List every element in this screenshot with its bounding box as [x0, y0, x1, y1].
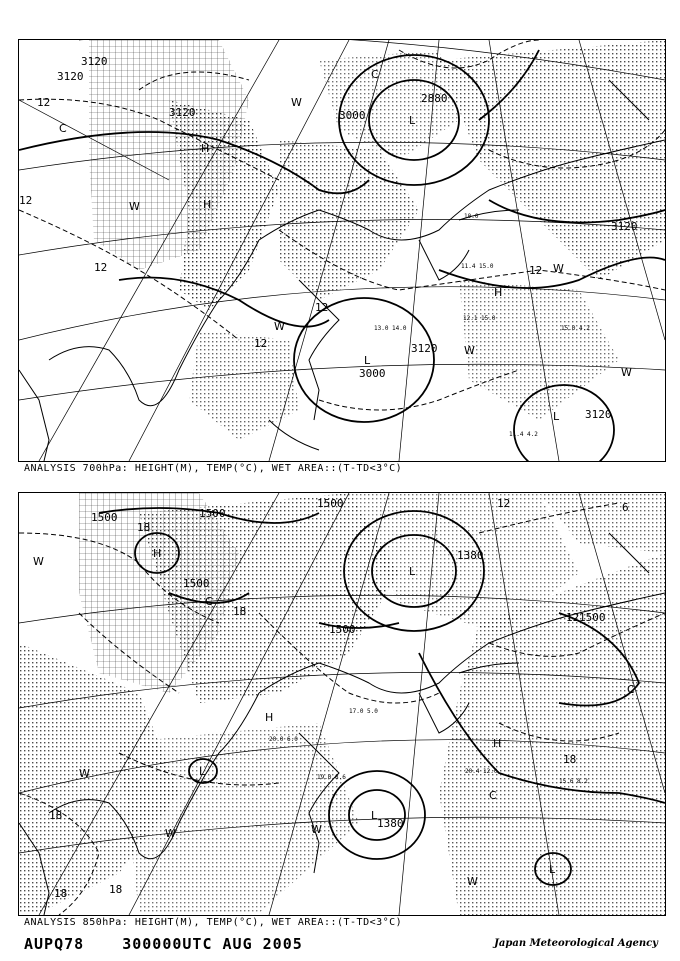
low-marker: L	[549, 863, 556, 876]
low-marker: L	[409, 565, 416, 578]
agency-credit: Japan Meteorological Agency	[494, 938, 658, 949]
station-value: 15.6 8.2	[559, 778, 588, 785]
high-marker: H	[201, 142, 210, 155]
station-value: 20.4 12.0	[465, 768, 498, 775]
height-label: 1500	[317, 497, 344, 510]
warm-marker: W	[79, 767, 90, 780]
cold-marker: C	[371, 68, 379, 81]
station-value: 11.4 15.0	[461, 263, 494, 270]
temp-label: 12	[254, 337, 268, 350]
station-value: 10.0	[464, 213, 479, 220]
warm-marker: W	[165, 827, 176, 840]
temp-label: 18	[109, 883, 123, 896]
station-value: 12.1 15.0	[463, 315, 496, 322]
height-label: 1500	[329, 623, 356, 636]
station-value: 15.0 4.2	[561, 325, 590, 332]
map-850hpa	[19, 493, 665, 915]
temp-label: 18	[233, 605, 247, 618]
height-label: 3120	[411, 342, 438, 355]
high-marker: H	[203, 198, 212, 211]
temp-label: 12	[529, 264, 543, 277]
temp-label: 18	[137, 521, 151, 534]
height-label: 1500	[183, 577, 210, 590]
warm-marker: W	[553, 262, 564, 275]
high-marker: H	[493, 737, 502, 750]
station-value: 20.0 6.0	[269, 736, 298, 743]
height-label: 3000	[339, 109, 366, 122]
warm-marker: W	[274, 320, 285, 333]
height-label: 1500	[199, 507, 226, 520]
cold-marker: C	[59, 122, 67, 135]
temp-label: 12	[19, 194, 33, 207]
station-value: 13.0 14.0	[374, 325, 407, 332]
height-label: 3120	[585, 408, 612, 421]
low-marker: L	[371, 809, 378, 822]
low-marker: L	[553, 410, 560, 423]
warm-marker: W	[464, 344, 475, 357]
station-value: 19.0 8.6	[317, 774, 346, 781]
chart-850hpa	[18, 492, 666, 916]
height-label: 3120	[57, 70, 84, 83]
bulletin-header	[24, 935, 331, 953]
height-label: 2880	[421, 92, 448, 105]
cold-marker: C	[627, 683, 635, 696]
warm-marker: W	[291, 96, 302, 109]
high-marker: H	[494, 286, 503, 299]
height-label: 1380	[457, 549, 484, 562]
warm-marker: W	[621, 366, 632, 379]
height-label: 1500	[91, 511, 118, 524]
map-700hpa	[19, 40, 665, 461]
height-label: 3120	[611, 220, 638, 233]
height-label: 3000	[359, 367, 386, 380]
caption-850hpa: ANALYSIS 850hPa: HEIGHT(M), TEMP(°C), WET AREA::(T-TD<3°C)	[24, 917, 403, 928]
cold-marker: C	[489, 789, 497, 802]
high-marker: H	[265, 711, 274, 724]
temp-label: 18	[563, 753, 577, 766]
high-marker: H	[153, 547, 162, 560]
chart-700hpa	[18, 39, 666, 462]
low-marker: L	[199, 765, 206, 778]
station-value: 11.4 4.2	[509, 431, 538, 438]
height-label: 1380	[377, 817, 404, 830]
caption-700hpa: ANALYSIS 700hPa: HEIGHT(M), TEMP(°C), WET AREA::(T-TD<3°C)	[24, 463, 403, 474]
bulletin-datetime: 300000UTC AUG 2005	[122, 935, 303, 953]
low-marker: L	[364, 354, 371, 367]
temp-label: 12	[497, 497, 511, 510]
station-value: 17.0 5.0	[349, 708, 378, 715]
cold-marker: C	[205, 595, 213, 608]
warm-marker: W	[33, 555, 44, 568]
bulletin-code: AUPQ78	[24, 935, 85, 953]
height-label: 3120	[169, 106, 196, 119]
height-label: 3120	[81, 55, 108, 68]
warm-marker: W	[129, 200, 140, 213]
temp-label: 6	[622, 501, 629, 514]
warm-marker: W	[467, 875, 478, 888]
low-marker: L	[409, 114, 416, 127]
height-label: 1500	[579, 611, 606, 624]
temp-label: 12	[94, 261, 108, 274]
temp-label: 18	[49, 809, 63, 822]
temp-label: 12	[566, 611, 580, 624]
warm-marker: W	[311, 823, 322, 836]
temp-label: 12	[37, 96, 51, 109]
temp-label: 18	[54, 887, 68, 900]
temp-label: 12	[315, 301, 329, 314]
